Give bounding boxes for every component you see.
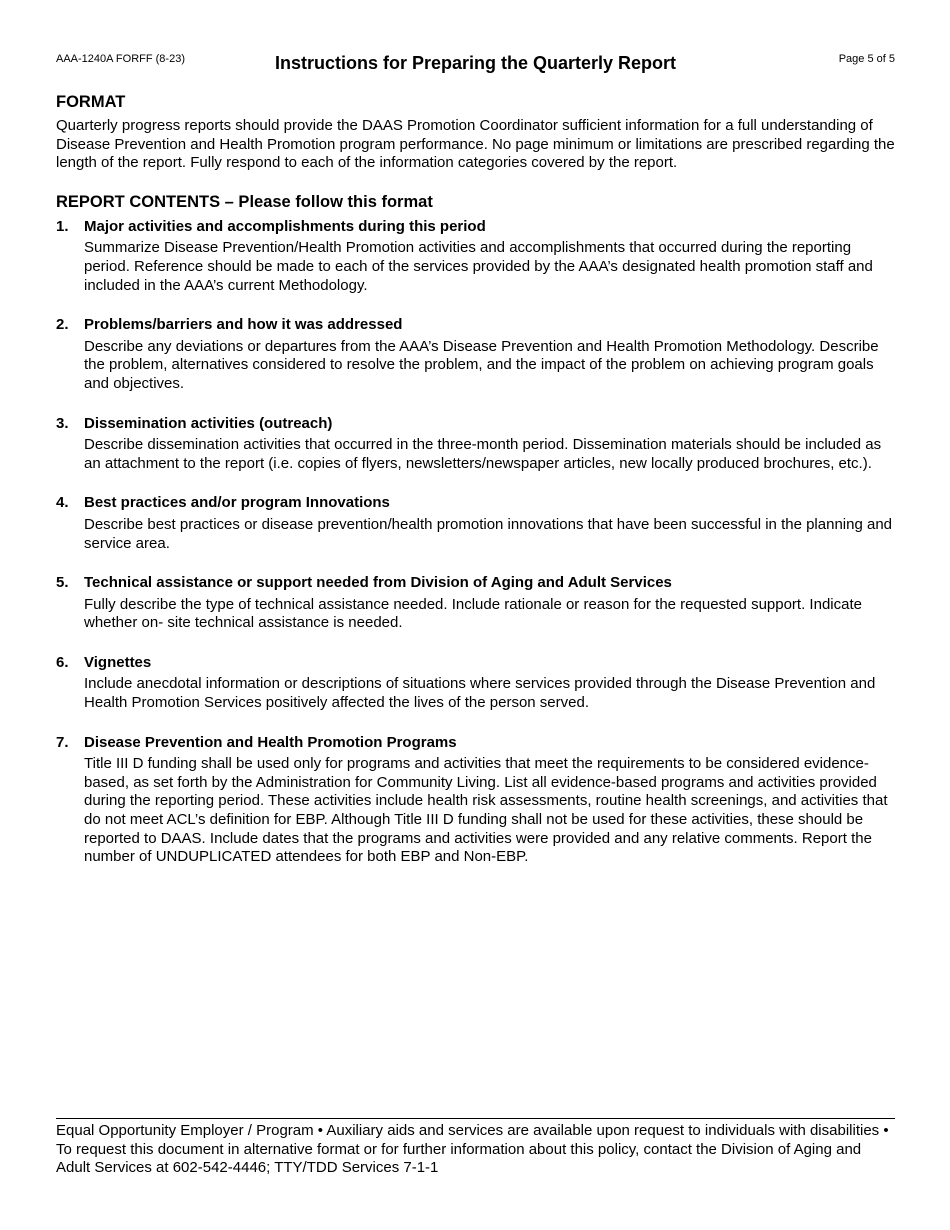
item-title: Vignettes xyxy=(84,653,152,671)
item-number: 3. xyxy=(56,414,69,432)
document-body xyxy=(56,92,895,888)
list-item xyxy=(56,574,895,633)
list-item xyxy=(56,316,895,393)
item-title: Dissemination activities (outreach) xyxy=(84,414,333,432)
item-description: Describe any deviations or departures from the AAA’s Disease Prevention and Health Promotion Methodology. Describe the problem, alternatives considered to resolve the problem, and the impact of the problem on achieving program goals and objectives. xyxy=(84,337,879,392)
item-description: Describe best practices or disease prevention/health promotion innovations that have been successful in the planning and service area. xyxy=(84,515,893,552)
page-title: Instructions for Preparing the Quarterly Report xyxy=(274,53,677,73)
item-title: Problems/barriers and how it was addressed xyxy=(84,316,403,334)
item-title: Best practices and/or program Innovations xyxy=(84,494,390,512)
item-number: 2. xyxy=(56,316,69,334)
document-page xyxy=(56,0,895,1230)
item-number: 6. xyxy=(56,653,69,671)
report-contents-list xyxy=(56,218,895,867)
item-number: 4. xyxy=(56,494,69,512)
item-description: Fully describe the type of technical assistance needed. Include rationale or reason for the requested support. Indicate whether on- site technical assistance is needed. xyxy=(84,595,862,632)
item-description: Include anecdotal information or descriptions of situations where services provided through the Disease Prevention and Health Promotion Services positively affected the lives of the person served. xyxy=(84,675,876,712)
item-title: Major activities and accomplishments during this period xyxy=(84,217,486,235)
item-description: Summarize Disease Prevention/Health Promotion activities and accomplishments that occurred during the reporting period. Reference should be made to each of the services provided by the AAA’s designated health promotion staff and included in the AAA’s current Methodology. xyxy=(84,239,873,294)
format-paragraph: Quarterly progress reports should provide the DAAS Promotion Coordinator sufficient information for a full understanding of Disease Prevention and Health Promotion program performance. No page minimum or limitations are prescribed regarding the length of the report. Fully respond to each of the information categories covered by the report. xyxy=(56,117,895,172)
page-number: Page 5 of 5 xyxy=(838,53,895,65)
item-description: Describe dissemination activities that occurred in the three-month period. Dissemination materials should be included as an attachment to the report (i.e. copies of flyers, newsletters/newspaper articles, new locally produced brochures, etc.). xyxy=(84,436,882,472)
list-item xyxy=(56,494,895,553)
item-number: 7. xyxy=(56,733,69,751)
list-item xyxy=(56,654,895,713)
list-item xyxy=(56,415,895,474)
item-description: Title III D funding shall be used only for programs and activities that meet the requirements to be considered evidence-based, as set forth by the Administration for Community Living. List all evidence-based programs and activities provided during the reporting period. These activities include health risk assessments, routine health screenings, and activities that do not meet ACL’s definition for EBP. Although Title III D funding shall not be used for these activities, these should be reported to DAAS. Include dates that the programs and activities were provided and any relative comments. Report the number of UNDUPLICATED attendees for both EBP and Non-EBP. xyxy=(84,755,888,866)
footer-divider xyxy=(56,1118,895,1119)
list-item xyxy=(56,218,895,295)
footer-notice: Equal Opportunity Employer / Program • Auxiliary aids and services are available upon request to individuals with disabilities • To request this document in alternative format or for further information about this policy, contact the Division of Aging and Adult Services at 602-542-4446; TTY/TDD Services 7-1-1 xyxy=(56,1122,889,1177)
item-number: 1. xyxy=(56,217,69,235)
item-number: 5. xyxy=(56,574,69,592)
list-item xyxy=(56,734,895,867)
format-heading: FORMAT xyxy=(56,93,126,111)
form-id: AAA-1240A FORFF (8-23) xyxy=(56,53,185,65)
report-contents-heading: REPORT CONTENTS – Please follow this format xyxy=(56,192,433,211)
item-title: Technical assistance or support needed from Division of Aging and Adult Services xyxy=(84,574,672,592)
item-title: Disease Prevention and Health Promotion Programs xyxy=(84,733,457,751)
